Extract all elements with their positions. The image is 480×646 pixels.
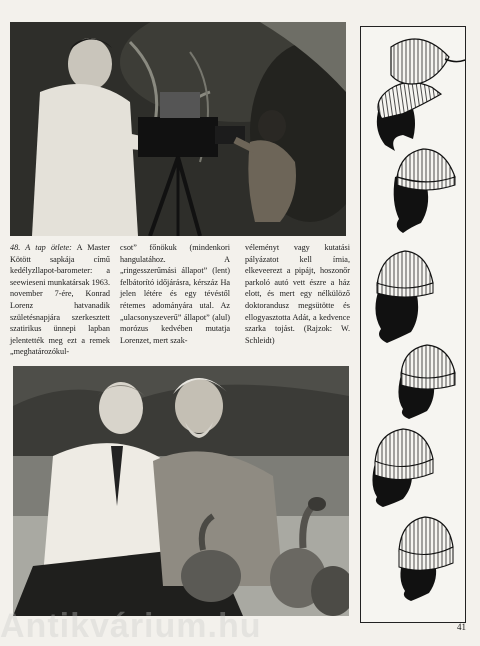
photo-lorenz-with-camera — [10, 22, 346, 236]
watermark: Antikvárium.hu — [0, 607, 262, 645]
hat-barometer-illustrations — [360, 26, 466, 623]
caption-text-1: A Master Kötött sapkája című kedélyzllapot-barometer: a seewieseni munkatársak 1963. november 7-ére, Konrad Lorenz hatvanadik születésnapjára szerkesztett szatirikus ünnepi lapban jelentették meg ezt a remek „meghatározókul- — [10, 243, 110, 357]
caption-lead: 48. A tap ötlete: — [10, 243, 72, 252]
profile-5-icon — [372, 429, 433, 507]
caption-column-2 — [120, 242, 230, 346]
page-number: 41 — [457, 622, 466, 632]
profile-1-icon — [375, 39, 465, 151]
profile-4-icon — [398, 345, 455, 419]
caption-column-3 — [245, 242, 350, 346]
caption-text-3: véleményt vagy kutatási pályázatot kell írnia, elkeveerezt a pipájt, hoszonőr parkoló autó vett észre a ház elott, és mert egy nélkülöző doktorandusz megsütötte és ellogyasztotta Adát, a kedvence szarka tojást. — [245, 243, 350, 334]
caption-text-2: csot” főnökuk (mindenkori hangulatához. A „ringesszerűmási állapot” (lent) felbátorító időjárásra, kérszáz Ha jelen létére és egy tévéstől rétemes adományára utal. Az „ulacsonyszeverű” állapot” (alul) morózus kedvében mutatja Lorenzet, mert szak- — [120, 243, 230, 345]
illustration-credit: (Rajzok: W. Schleidt) — [245, 324, 350, 345]
caption-column-1 — [10, 242, 110, 358]
profile-3-icon — [375, 251, 433, 343]
profile-6-icon — [399, 517, 453, 601]
photo-two-men-with-geese — [13, 366, 349, 616]
profile-2-icon — [394, 149, 455, 233]
